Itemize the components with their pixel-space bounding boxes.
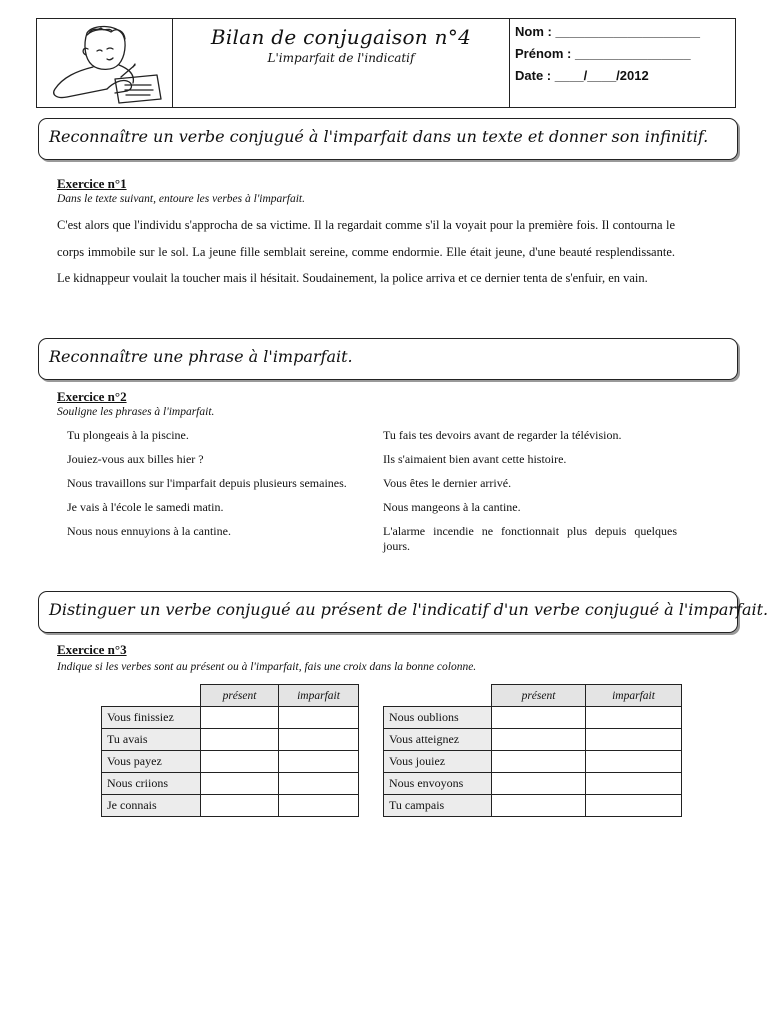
col-present-header: présent bbox=[201, 685, 279, 707]
present-checkbox-cell[interactable] bbox=[201, 795, 279, 817]
imparfait-checkbox-cell[interactable] bbox=[279, 729, 359, 751]
present-checkbox-cell[interactable] bbox=[201, 773, 279, 795]
imparfait-checkbox-cell[interactable] bbox=[279, 773, 359, 795]
exercise-2-title: Exercice n°2 bbox=[57, 389, 127, 404]
imparfait-checkbox-cell[interactable] bbox=[279, 707, 359, 729]
imparfait-checkbox-cell[interactable] bbox=[586, 729, 682, 751]
present-checkbox-cell[interactable] bbox=[201, 707, 279, 729]
sentence-item[interactable]: Ils s'aimaient bien avant cette histoire. bbox=[383, 452, 567, 466]
imparfait-checkbox-cell[interactable] bbox=[586, 707, 682, 729]
sentence-item[interactable]: Nous mangeons à la cantine. bbox=[383, 500, 521, 514]
imparfait-checkbox-cell[interactable] bbox=[279, 795, 359, 817]
blank-header bbox=[384, 685, 492, 707]
table-row bbox=[384, 795, 682, 817]
section-banner-1: Reconnaître un verbe conjugué à l'imparfait dans un texte et donner son infinitif. bbox=[38, 118, 738, 160]
date-field[interactable]: Date : ____/____/2012 bbox=[515, 68, 649, 83]
exercise-1-instruction: Dans le texte suivant, entoure les verbes à l'imparfait. bbox=[57, 193, 305, 205]
verb-label: Vous jouiez bbox=[384, 751, 492, 773]
document-title: Bilan de conjugaison n°4 bbox=[210, 25, 472, 49]
present-checkbox-cell[interactable] bbox=[492, 751, 586, 773]
verb-label: Vous payez bbox=[102, 751, 201, 773]
title-cell bbox=[173, 19, 510, 107]
exercise-3-instruction: Indique si les verbes sont au présent ou à l'imparfait, fais une croix dans la bonne colonne. bbox=[57, 661, 477, 673]
exercise-2-instruction: Souligne les phrases à l'imparfait. bbox=[57, 406, 215, 418]
present-checkbox-cell[interactable] bbox=[492, 795, 586, 817]
name-field[interactable]: Nom : ____________________ bbox=[515, 24, 701, 39]
sentence-item[interactable]: Je vais à l'école le samedi matin. bbox=[67, 500, 224, 514]
document-subtitle: L'imparfait de l'indicatif bbox=[267, 51, 415, 65]
table-header-row bbox=[384, 685, 682, 707]
verb-label: Je connais bbox=[102, 795, 201, 817]
imparfait-checkbox-cell[interactable] bbox=[279, 751, 359, 773]
table-row bbox=[102, 773, 359, 795]
exercise-1-title: Exercice n°1 bbox=[57, 176, 127, 191]
sentence-item[interactable]: L'alarme incendie ne fonctionnait plus depuis quelques jours. bbox=[383, 524, 677, 553]
section-banner-2: Reconnaître une phrase à l'imparfait. bbox=[38, 338, 738, 380]
imparfait-checkbox-cell[interactable] bbox=[586, 795, 682, 817]
verb-label: Vous finissiez bbox=[102, 707, 201, 729]
sentence-item[interactable]: Nous nous ennuyions à la cantine. bbox=[67, 524, 231, 538]
verb-table-left bbox=[101, 684, 359, 817]
firstname-field[interactable]: Prénom : ________________ bbox=[515, 46, 691, 61]
verb-label: Nous envoyons bbox=[384, 773, 492, 795]
table-row bbox=[102, 751, 359, 773]
table-row bbox=[384, 751, 682, 773]
present-checkbox-cell[interactable] bbox=[201, 751, 279, 773]
exercise-3-title: Exercice n°3 bbox=[57, 642, 127, 657]
verb-label: Tu campais bbox=[384, 795, 492, 817]
blank-header bbox=[102, 685, 201, 707]
verb-label: Nous criions bbox=[102, 773, 201, 795]
student-fields bbox=[510, 19, 735, 107]
imparfait-checkbox-cell[interactable] bbox=[586, 773, 682, 795]
present-checkbox-cell[interactable] bbox=[492, 707, 586, 729]
present-checkbox-cell[interactable] bbox=[492, 729, 586, 751]
table-row bbox=[384, 729, 682, 751]
table-row bbox=[102, 729, 359, 751]
sentence-item[interactable]: Vous êtes le dernier arrivé. bbox=[383, 476, 512, 490]
verb-table-right bbox=[383, 684, 682, 817]
sentence-item[interactable]: Nous travaillons sur l'imparfait depuis plusieurs semaines. bbox=[67, 476, 347, 490]
header-box bbox=[36, 18, 736, 108]
exercise-2-right-column bbox=[383, 428, 677, 563]
child-writing-illustration bbox=[37, 19, 173, 107]
present-checkbox-cell[interactable] bbox=[201, 729, 279, 751]
table-row bbox=[384, 707, 682, 729]
verb-label: Nous oublions bbox=[384, 707, 492, 729]
child-writing-icon bbox=[37, 19, 170, 107]
col-imparfait-header: imparfait bbox=[586, 685, 682, 707]
present-checkbox-cell[interactable] bbox=[492, 773, 586, 795]
imparfait-checkbox-cell[interactable] bbox=[586, 751, 682, 773]
sentence-item[interactable]: Jouiez-vous aux billes hier ? bbox=[67, 452, 204, 466]
table-header-row bbox=[102, 685, 359, 707]
exercise-1-text[interactable]: C'est alors que l'individu s'approcha de sa victime. Il la regardait comme s'il la voyait pour la première fois. Il contourna le corps immobile sur le sol. La jeune fille semblait sereine, comme endormie. Elle était jeune, d'une beauté resplendissante. Le kidnappeur voulait la toucher mais il hésitait. Soudainement, la police arriva et ce dernier tenta de s'enfuir, en vain. bbox=[57, 218, 675, 285]
sentence-item[interactable]: Tu fais tes devoirs avant de regarder la télévision. bbox=[383, 428, 622, 442]
sentence-item[interactable]: Tu plongeais à la piscine. bbox=[67, 428, 189, 442]
table-row bbox=[384, 773, 682, 795]
verb-label: Tu avais bbox=[102, 729, 201, 751]
col-imparfait-header: imparfait bbox=[279, 685, 359, 707]
section-banner-3: Distinguer un verbe conjugué au présent de l'indicatif d'un verbe conjugué à l'imparfait. bbox=[38, 591, 738, 633]
col-present-header: présent bbox=[492, 685, 586, 707]
table-row bbox=[102, 795, 359, 817]
verb-label: Vous atteignez bbox=[384, 729, 492, 751]
exercise-2-left-column bbox=[67, 428, 361, 548]
table-row bbox=[102, 707, 359, 729]
